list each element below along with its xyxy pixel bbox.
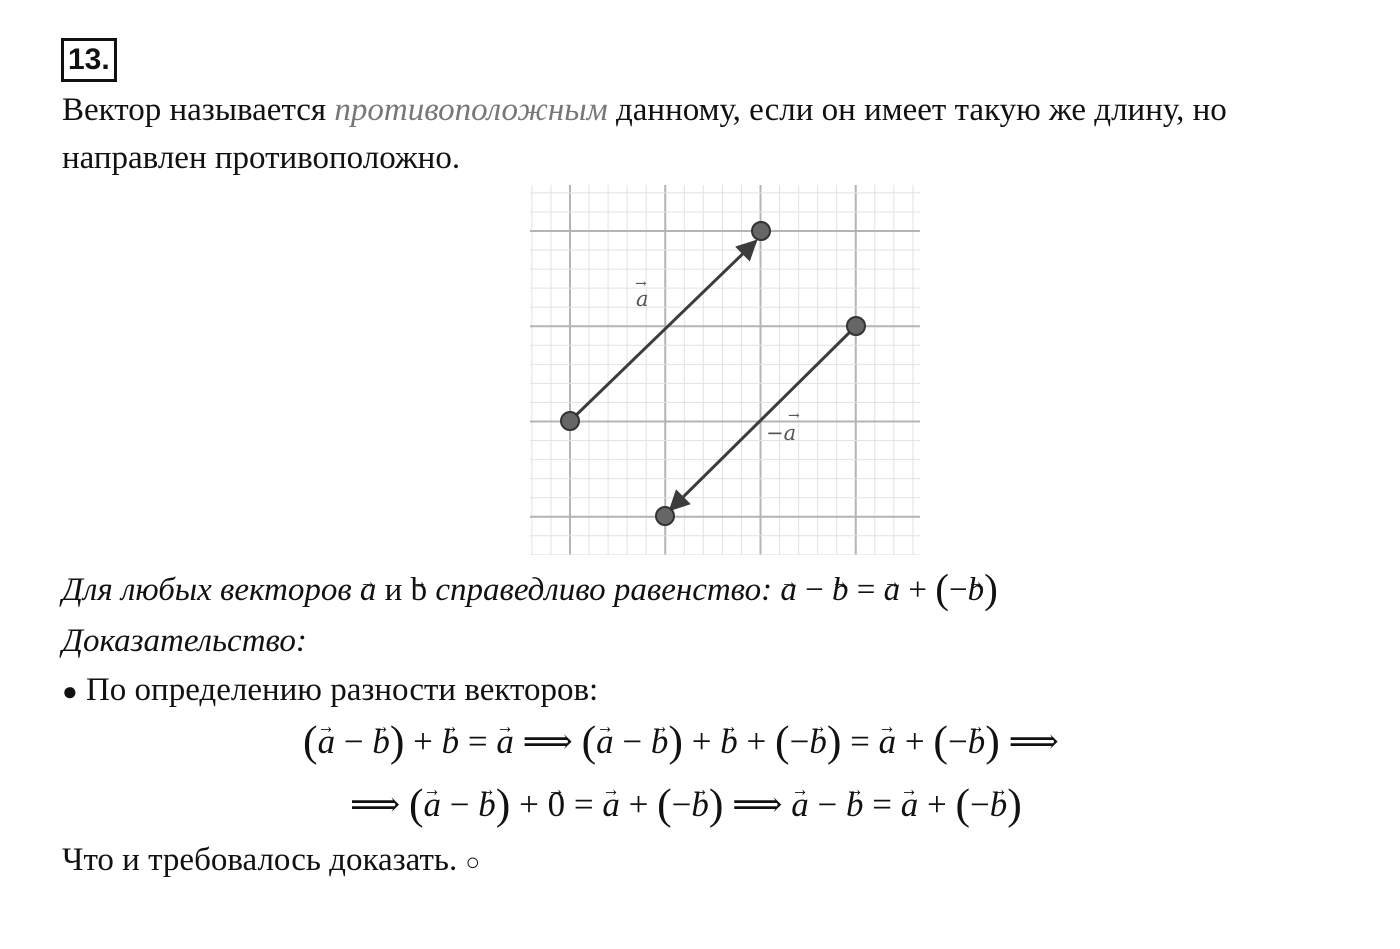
eq-rparen: ) <box>984 565 998 612</box>
statement-line <box>62 566 998 614</box>
f1-minus: − <box>343 722 364 761</box>
conclusion-line <box>62 836 480 887</box>
f2-b: → b <box>478 785 496 825</box>
f2-a: → a <box>424 785 442 825</box>
f1-minus-3: − <box>789 722 810 761</box>
eq-lparen: ( <box>935 565 949 612</box>
f2-lparen-2: ( <box>657 780 672 829</box>
f1-lparen-3: ( <box>775 717 790 766</box>
statement-text-1: Для любых векторов <box>62 572 360 608</box>
f1-b-2: → b <box>442 722 460 762</box>
f2-plus: + <box>519 785 539 824</box>
vector-neg-a-label: −a <box>766 421 797 445</box>
f2-rparen-3: ) <box>1007 780 1022 829</box>
f2-plus-2: + <box>628 785 649 824</box>
f2-b-4: → b <box>990 785 1008 825</box>
formula-line-1 <box>303 717 1059 766</box>
end-mark-icon: ○ <box>465 850 480 876</box>
f1-lparen-2: ( <box>581 717 597 766</box>
f2-a-4: → a <box>901 785 919 825</box>
definition-line-1 <box>62 86 1227 134</box>
vector-a <box>570 241 756 421</box>
point-a-end <box>752 222 770 240</box>
conclusion-text: Что и требовалось доказать. <box>62 842 458 878</box>
f2-b-3: → b <box>846 785 864 825</box>
f2-minus-4: − <box>970 785 990 824</box>
eq-plus: + <box>908 572 927 608</box>
vector-neg-a-label-arrow: → <box>788 408 800 424</box>
f2-minus: − <box>449 785 470 824</box>
f1-plus-4: + <box>904 722 925 761</box>
grid <box>530 185 920 555</box>
proof-bullet-line <box>62 666 598 716</box>
f2-rparen-2: ) <box>708 780 724 829</box>
eq-a-2: → a <box>884 566 901 614</box>
f2-b-2: → b <box>691 785 709 825</box>
f1-b-3: → b <box>651 722 669 762</box>
f1-b-6: → b <box>968 722 986 762</box>
vector-figure <box>530 185 920 555</box>
proof-bullet-text: По определению разности векторов: <box>85 672 599 708</box>
f1-a-4: → a <box>879 722 897 762</box>
f2-rparen: ) <box>495 780 511 829</box>
f1-implies-2: ⟹ <box>1008 722 1059 761</box>
f2-eq-2: = <box>872 785 892 824</box>
point-neg-a-start <box>847 317 865 335</box>
point-neg-a-end <box>656 507 674 525</box>
vector-a-label-arrow: → <box>635 276 647 292</box>
eq-b-2: → b <box>968 566 985 614</box>
f1-a-2: → a <box>496 722 514 762</box>
eq-minus: − <box>805 572 824 608</box>
proof-heading: Доказательство: <box>62 623 307 659</box>
f2-implies: ⟹ <box>350 785 401 824</box>
statement-text-2: справедливо равенство: <box>435 572 773 608</box>
vector-a-symbol: → a <box>360 566 377 614</box>
f1-minus-2: − <box>622 722 643 761</box>
f2-minus-2: − <box>671 785 692 824</box>
f1-a-3: → a <box>596 722 614 762</box>
vector-a-label: a <box>636 287 649 311</box>
f2-lparen: ( <box>408 780 424 829</box>
f1-implies: ⟹ <box>522 722 573 761</box>
f1-b-5: → b <box>809 722 827 762</box>
definition-before: Вектор называется <box>62 92 335 128</box>
f1-b: → b <box>372 722 390 762</box>
point-a-start <box>561 412 579 430</box>
definition-line-2: направлен противоположно. <box>62 140 461 176</box>
vector-neg-a <box>670 326 856 510</box>
f1-plus-3: + <box>746 722 767 761</box>
f1-a: → a <box>318 722 336 762</box>
f1-rparen-4: ) <box>985 717 1000 766</box>
f2-eq: = <box>573 785 594 824</box>
eq-equals: = <box>856 572 876 608</box>
f1-b-4: → b <box>720 722 738 762</box>
f1-plus-2: + <box>691 722 712 761</box>
bullet-icon: ● <box>62 677 78 706</box>
f1-rparen: ) <box>389 717 405 766</box>
f2-minus-3: − <box>817 785 838 824</box>
f2-a-3: → a <box>791 785 809 825</box>
f1-lparen: ( <box>303 717 318 766</box>
problem-number: 13. <box>61 38 117 82</box>
f1-eq: = <box>467 722 488 761</box>
f2-a-2: → a <box>602 785 620 825</box>
statement-and: и <box>384 572 403 608</box>
f1-eq-2: = <box>850 722 870 761</box>
f1-rparen-2: ) <box>668 717 683 766</box>
formula-line-2 <box>350 780 1022 829</box>
f1-rparen-3: ) <box>826 717 842 766</box>
f2-lparen-3: ( <box>955 780 971 829</box>
f1-lparen-4: ( <box>933 717 948 766</box>
eq-a: → a <box>780 566 797 614</box>
f1-minus-4: − <box>947 722 968 761</box>
f2-plus-3: + <box>926 785 947 824</box>
f2-zero: → 0 <box>548 785 566 825</box>
definition-after: данному, если он имеет такую же длину, но <box>607 92 1227 128</box>
f1-plus: + <box>413 722 433 761</box>
eq-b: → b <box>832 566 849 614</box>
eq-minus-2: − <box>948 572 968 608</box>
vector-b-symbol: → b <box>411 566 428 614</box>
definition-term: противоположным <box>334 92 608 128</box>
f2-implies-2: ⟹ <box>732 785 783 824</box>
